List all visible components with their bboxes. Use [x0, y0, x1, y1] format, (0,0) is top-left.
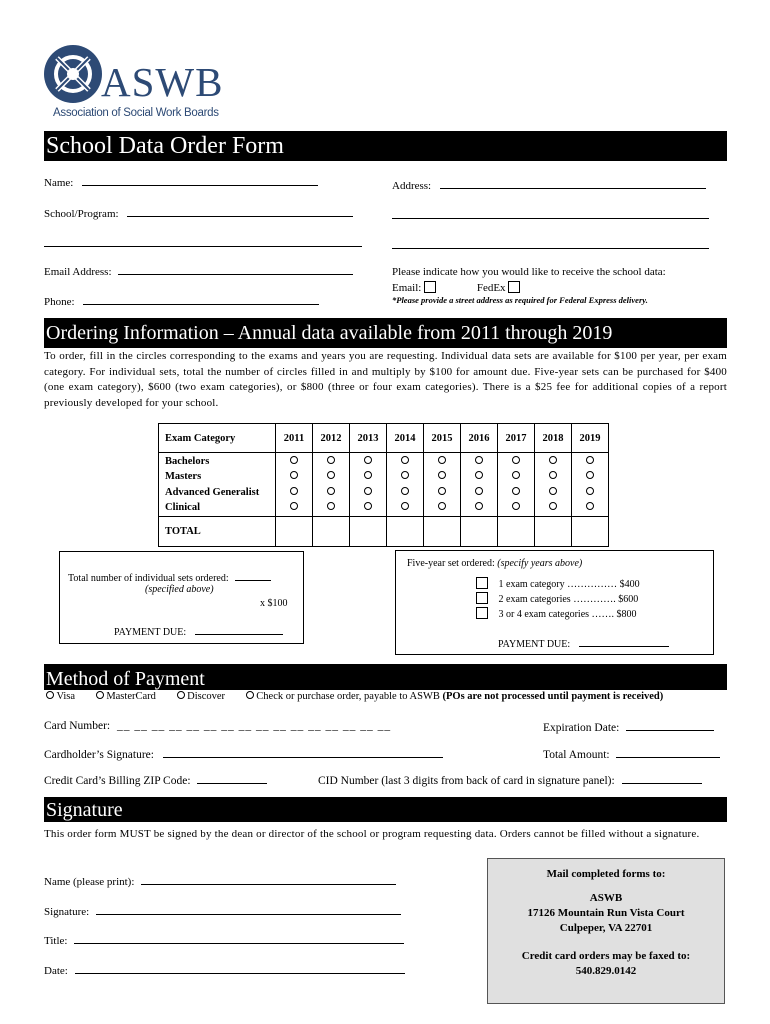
option-price: $800 [616, 609, 637, 620]
total-cell[interactable] [387, 517, 424, 547]
cid-field[interactable] [318, 773, 702, 787]
logo-acronym: ASWB [101, 59, 224, 105]
mail-box [487, 858, 725, 1004]
total-cell[interactable] [276, 517, 313, 547]
mail-org: ASWB [589, 892, 623, 904]
selection-circle-icon[interactable] [438, 456, 446, 464]
fax-label: Credit card orders may be faxed to: [521, 950, 691, 962]
option-label: 2 exam categories [498, 594, 571, 605]
year-header: 2019 [572, 424, 609, 453]
selection-circle-icon[interactable] [290, 456, 298, 464]
selection-circle-icon[interactable] [327, 456, 335, 464]
email-option-label: Email: [392, 282, 422, 294]
total-label: TOTAL [159, 517, 276, 547]
total-cell[interactable] [461, 517, 498, 547]
cid-label: CID Number (last 3 digits from back of card in signature panel): [318, 775, 615, 787]
selection-circle-icon[interactable] [364, 456, 372, 464]
selection-circle-icon[interactable] [401, 487, 409, 495]
five-year-heading-note: (specify years above) [497, 558, 583, 569]
signature-label: Signature: [44, 906, 90, 918]
selection-circle-icon[interactable] [401, 502, 409, 510]
selection-circle-icon[interactable] [512, 502, 520, 510]
selection-circle-icon[interactable] [290, 487, 298, 495]
signature-field[interactable] [44, 904, 401, 918]
selection-circle-icon[interactable] [512, 487, 520, 495]
signature-heading: Signature [44, 797, 727, 822]
selection-circle-icon[interactable] [438, 487, 446, 495]
five-year-option[interactable] [476, 607, 637, 620]
category-label: Masters [165, 471, 202, 482]
individual-sets-box [59, 551, 304, 644]
phone-label: Phone: [44, 296, 75, 308]
radio-circle-icon[interactable] [177, 691, 185, 699]
total-amount-label: Total Amount: [543, 749, 610, 761]
fedex-option-label: FedEx [476, 282, 506, 294]
total-amount-field[interactable] [543, 747, 720, 761]
program-label: School/Program: [44, 208, 119, 220]
selection-circle-icon[interactable] [327, 502, 335, 510]
expiration-label: Expiration Date: [543, 722, 620, 734]
address-field[interactable] [392, 178, 706, 192]
year-column-2013 [350, 453, 387, 517]
selection-circle-icon[interactable] [438, 471, 446, 479]
total-cell[interactable] [572, 517, 609, 547]
payment-option-visa[interactable] [46, 691, 75, 702]
selection-circle-icon[interactable] [586, 471, 594, 479]
address-line-3[interactable] [392, 238, 709, 249]
option-dots: …………… [567, 579, 618, 590]
year-column-2015 [424, 453, 461, 517]
selection-circle-icon[interactable] [475, 487, 483, 495]
total-cell[interactable] [424, 517, 461, 547]
card-number-blanks: __ __ __ __ __ __ __ __ __ __ __ __ __ __ __ __ [116, 720, 392, 732]
payment-methods [46, 691, 663, 702]
date-field[interactable] [44, 963, 405, 977]
zip-label: Credit Card’s Billing ZIP Code: [44, 775, 191, 787]
card-number-label: Card Number: [44, 720, 111, 732]
selection-circle-icon[interactable] [475, 471, 483, 479]
logo-subtitle: Association of Social Work Boards [53, 107, 219, 119]
fax-number: 540.829.0142 [575, 965, 637, 977]
five-year-heading: Five-year set ordered: [407, 558, 495, 569]
option-dots: …………. [573, 594, 616, 605]
category-label: Advanced Generalist [165, 486, 260, 498]
card-number-field[interactable] [44, 720, 391, 732]
year-column-2016 [461, 453, 498, 517]
payment-option-discover[interactable] [177, 691, 226, 702]
selection-circle-icon[interactable] [586, 487, 594, 495]
delivery-question: Please indicate how you would like to receive the school data: [392, 266, 666, 278]
address-line-2[interactable] [392, 208, 709, 219]
program-line-2[interactable] [44, 236, 362, 247]
title-label: Title: [44, 935, 68, 947]
payment-option-mastercard[interactable] [96, 691, 156, 702]
selection-circle-icon[interactable] [364, 502, 372, 510]
radio-circle-icon[interactable] [46, 691, 54, 699]
year-header: 2015 [424, 424, 461, 453]
zip-field[interactable] [44, 773, 267, 787]
selection-circle-icon[interactable] [401, 471, 409, 479]
aswb-logo [43, 44, 243, 124]
individual-payment-due-label: PAYMENT DUE: [114, 627, 187, 638]
total-cell[interactable] [350, 517, 387, 547]
year-column-2014 [387, 453, 424, 517]
five-year-checkbox[interactable] [476, 592, 488, 604]
year-header: 2016 [461, 424, 498, 453]
mail-city: Culpeper, VA 22701 [559, 922, 653, 934]
selection-circle-icon[interactable] [586, 502, 594, 510]
five-year-checkbox[interactable] [476, 577, 488, 589]
selection-circle-icon[interactable] [549, 502, 557, 510]
name-field[interactable] [44, 175, 318, 189]
year-column-2019 [572, 453, 609, 517]
exam-category-header: Exam Category [159, 424, 276, 453]
individual-total-input[interactable] [235, 570, 271, 581]
selection-circle-icon[interactable] [290, 471, 298, 479]
ordering-heading: Ordering Information – Annual data available from 2011 through 2019 [44, 318, 727, 348]
selection-circle-icon[interactable] [290, 502, 298, 510]
year-header: 2012 [313, 424, 350, 453]
five-year-option[interactable] [476, 592, 638, 605]
year-header: 2013 [350, 424, 387, 453]
selection-circle-icon[interactable] [364, 471, 372, 479]
individual-payment-due-input[interactable] [195, 624, 283, 635]
expiration-field[interactable] [543, 720, 714, 734]
selection-circle-icon[interactable] [549, 456, 557, 464]
mail-heading: Mail completed forms to: [546, 868, 666, 880]
selection-circle-icon[interactable] [327, 471, 335, 479]
delivery-options [392, 281, 520, 294]
five-year-payment-due-label: PAYMENT DUE: [498, 639, 571, 650]
selection-circle-icon[interactable] [327, 487, 335, 495]
year-column-2017 [498, 453, 535, 517]
check-option-label: Check or purchase order, payable to ASWB [256, 691, 440, 702]
discover-label: Discover [187, 691, 226, 702]
payment-option-check[interactable] [246, 691, 664, 702]
year-header: 2011 [276, 424, 313, 453]
program-field[interactable] [44, 206, 353, 220]
ordering-instructions: To order, fill in the circles corresponding to the exams and years you are requesting. Individual data sets are available for $100 per year, per exam category. For individual sets, total the number of circles filled in and multiply by $100 for amount due. Five-year sets can be purchased for $400 (one exam category), $600 (two exam categories), or $800 (three or four exam categories). There is a $25 fee for additional copies of a report previously developed for your school. [44, 350, 727, 409]
fedex-checkbox[interactable] [508, 281, 520, 293]
form-title: School Data Order Form [44, 131, 727, 161]
mail-street: 17126 Mountain Run Vista Court [527, 907, 685, 919]
multiplier: x $100 [260, 598, 288, 609]
year-header: 2018 [535, 424, 572, 453]
year-column-2011 [276, 453, 313, 517]
selection-circle-icon[interactable] [512, 471, 520, 479]
selection-circle-icon[interactable] [586, 456, 594, 464]
date-label: Date: [44, 965, 68, 977]
cardholder-signature-field[interactable] [44, 747, 443, 761]
title-field[interactable] [44, 933, 404, 947]
total-cell[interactable] [313, 517, 350, 547]
fedex-note: *Please provide a street address as required for Federal Express delivery. [392, 295, 648, 305]
five-year-checkbox[interactable] [476, 607, 488, 619]
print-name-label: Name (please print): [44, 876, 135, 888]
radio-circle-icon[interactable] [96, 691, 104, 699]
option-price: $600 [618, 594, 639, 605]
year-header: 2014 [387, 424, 424, 453]
category-label: Clinical [165, 502, 201, 513]
radio-circle-icon[interactable] [246, 691, 254, 699]
print-name-field[interactable] [44, 874, 396, 888]
year-column-2018 [535, 453, 572, 517]
selection-circle-icon[interactable] [401, 456, 409, 464]
selection-circle-icon[interactable] [364, 487, 372, 495]
address-label: Address: [392, 180, 432, 192]
year-header: 2017 [498, 424, 535, 453]
year-column-2012 [313, 453, 350, 517]
five-year-payment-due-input[interactable] [579, 636, 669, 647]
total-cell[interactable] [535, 517, 572, 547]
category-label: Bachelors [165, 455, 210, 467]
individual-total-label: Total number of individual sets ordered: [68, 573, 229, 584]
five-year-option[interactable] [476, 577, 640, 590]
option-price: $400 [619, 579, 640, 590]
po-note: (POs are not processed until payment is received) [442, 691, 664, 702]
option-label: 1 exam category [498, 579, 565, 590]
selection-circle-icon[interactable] [475, 502, 483, 510]
aswb-emblem-icon [43, 44, 103, 104]
exam-year-table [158, 423, 609, 547]
selection-circle-icon[interactable] [475, 456, 483, 464]
selection-circle-icon[interactable] [512, 456, 520, 464]
mastercard-label: MasterCard [106, 691, 156, 702]
cardholder-label: Cardholder’s Signature: [44, 749, 154, 761]
total-cell[interactable] [498, 517, 535, 547]
selection-circle-icon[interactable] [549, 487, 557, 495]
specified-note: (specified above) [145, 584, 214, 595]
email-label: Email Address: [44, 266, 112, 278]
email-checkbox[interactable] [424, 281, 436, 293]
email-field[interactable] [44, 264, 353, 278]
payment-heading: Method of Payment [44, 664, 727, 690]
option-dots: ……. [591, 609, 615, 620]
selection-circle-icon[interactable] [438, 502, 446, 510]
five-year-sets-box [395, 550, 714, 655]
signature-instructions: This order form MUST be signed by the dean or director of the school or program requesting data. Orders cannot be filled without a signature. [44, 828, 700, 840]
option-label: 3 or 4 exam categories [498, 609, 590, 620]
name-label: Name: [44, 177, 74, 189]
phone-field[interactable] [44, 294, 319, 308]
visa-label: Visa [56, 691, 76, 702]
selection-circle-icon[interactable] [549, 471, 557, 479]
